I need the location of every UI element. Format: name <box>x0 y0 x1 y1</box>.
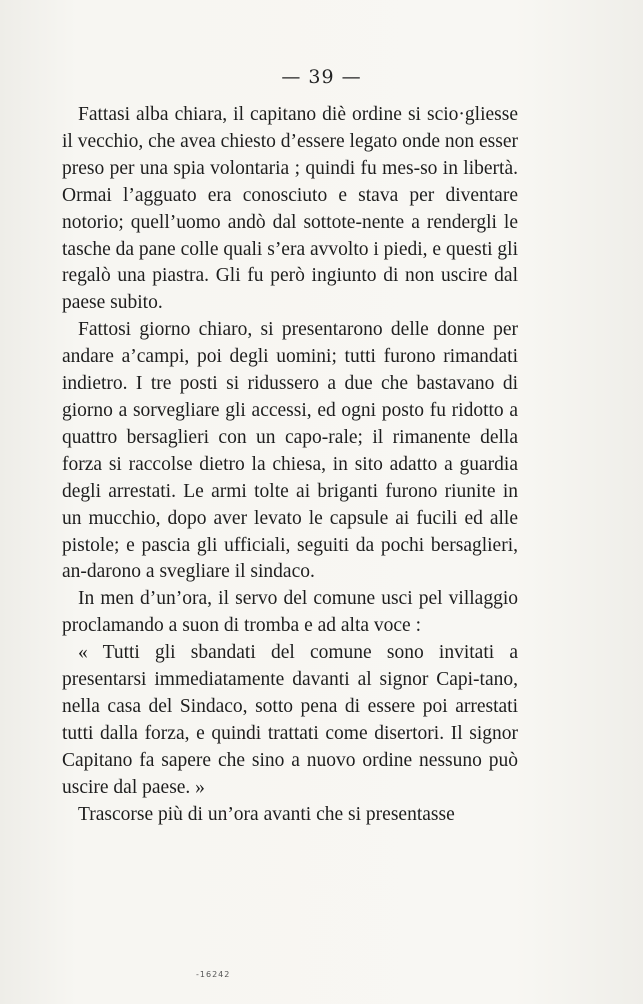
paragraph-1: Fattasi alba chiara, il capitano diè ordine si scio·gliesse il vecchio, che avea chiesto d’essere legato onde non esser preso per una spia volontaria ; quindi fu mes-so in libertà. Ormai l’agguato era conosciuto e stava per diventare notorio; quell’uomo andò dal sottote-nente a rendergli le tasche da pane colle quali s’era avvolto i piedi, e questi gli regalò una piastra. Gli fu però ingiunto di non uscire dal paese subito. <box>62 104 518 314</box>
body-text <box>62 102 518 828</box>
footer-mark: -16242 <box>196 970 231 979</box>
page-number: — 39 — <box>281 66 362 88</box>
paragraph-5: Trascorse più di un’ora avanti che si presentasse <box>78 803 455 825</box>
paragraph-4-quote: « Tutti gli sbandati del comune sono invitati a presentarsi immediatamente davanti al signor Capi-tano, nella casa del Sindaco, sotto pena di essere poi arrestati tutti dalla forza, e quindi trattati come disertori. Il signor Capitano fa sapere che sino a nuovo ordine nessuno può uscire dal paese. » <box>62 642 518 798</box>
paragraph-2: Fattosi giorno chiaro, si presentarono delle donne per andare a’campi, poi degli uomini; tutti furono rimandati indietro. I tre posti si ridussero a due che bastavano di giorno a sorvegliare gli accessi, ed ogni posto fu ridotto a quattro bersaglieri con un capo-rale; il rimanente della forza si raccolse dietro la chiesa, in sito adatto a guardia degli arrestati. Le armi tolte ai briganti furono riunite in un mucchio, dopo aver levato le capsule ai fucili ed alle pistole; e pascia gli ufficiali, seguiti da pochi bersaglieri, an-darono a svegliare il sindaco. <box>62 319 518 583</box>
paragraph-3: In men d’un’ora, il servo del comune usci pel villaggio proclamando a suon di tromba e ad alta voce : <box>62 588 518 637</box>
